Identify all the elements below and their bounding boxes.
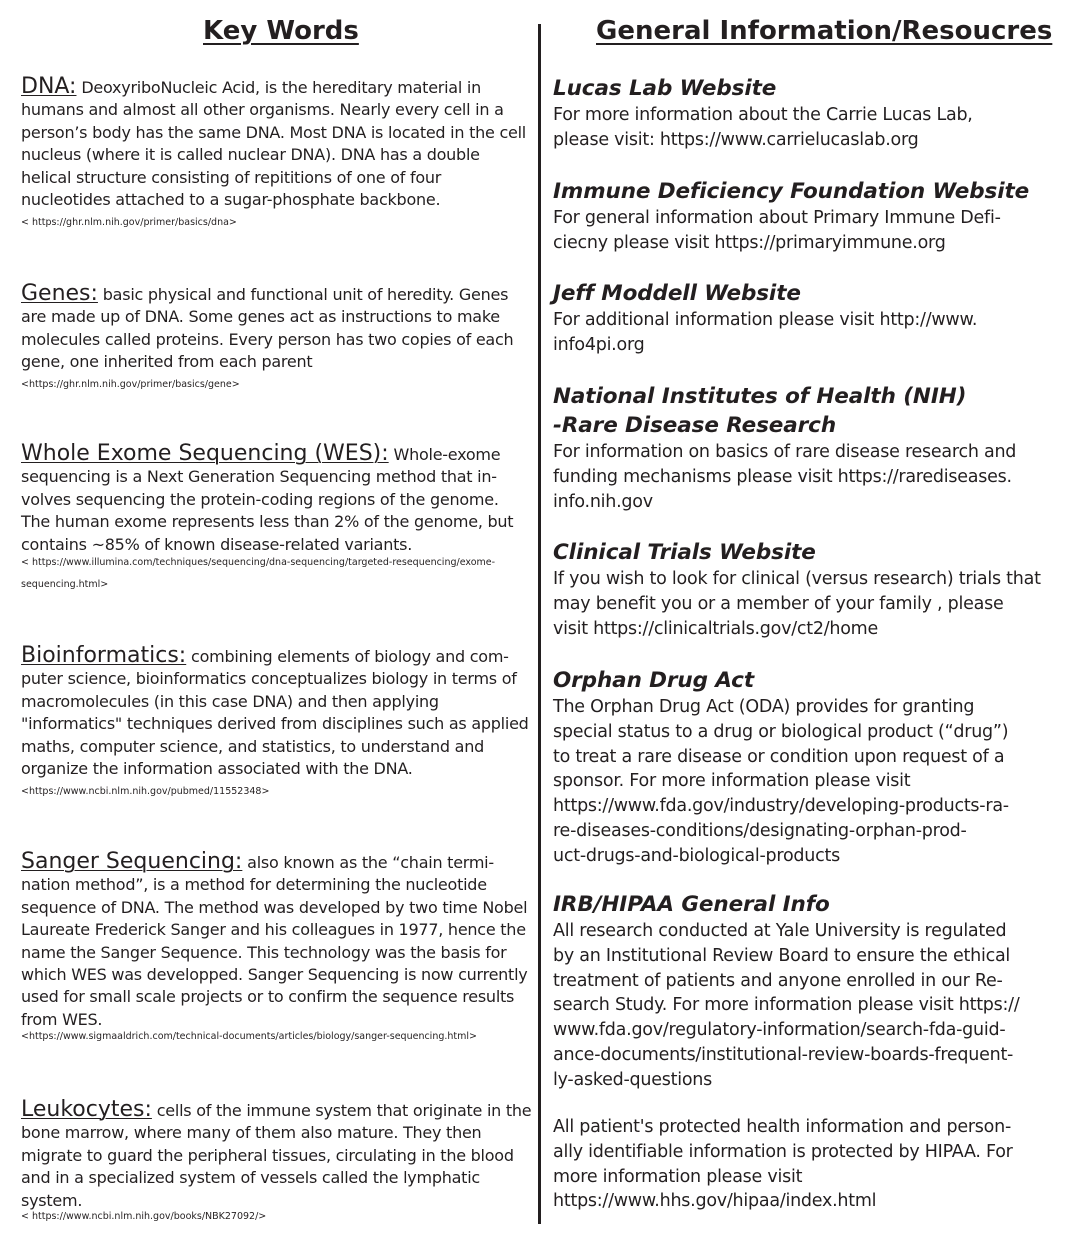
term-name: Sanger Sequencing:: [21, 849, 243, 874]
resource-immune-deficiency-foundation: [553, 177, 1058, 256]
term-name: Genes:: [21, 281, 98, 306]
resource-body: The Orphan Drug Act (ODA) provides for granting special status to a drug or biological product (“drug”) to treat a rare disease or condition upon request of a sponsor. For more information please visit https://www.fda.gov/industry/developing-products-ra- re-diseases-conditions/designating-orphan-prod- uct-drugs-and-biological-products: [553, 697, 1009, 866]
term-dna: [21, 76, 532, 211]
resource-body: For more information about the Carrie Lucas Lab, please visit: https://www.carrielucaslab.org: [553, 105, 973, 150]
term-sanger-sequencing: [21, 851, 532, 1031]
term-name: Leukocytes:: [21, 1097, 152, 1122]
term-name: Whole Exome Sequencing (WES):: [21, 441, 389, 466]
resource-body: All research conducted at Yale University is regulated by an Institutional Review Board to ensure the ethical treatment of patients and anyone enrolled in our Re- search Study. For more information please visit https:// www.fda.gov/regulatory-information/search-fda-guid- ance-documents/institutional-review-boards-frequent- ly-asked-questions: [553, 921, 1020, 1090]
resource-title: IRB/HIPAA General Info: [553, 892, 830, 917]
term-definition: cells of the immune system that originate in the bone marrow, where many of them also mature. They then migrate to guard the peripheral tissues, circulating in the blood and in a specialized system of vessels called the lymphatic system.: [21, 1101, 532, 1210]
resource-title: National Institutes of Health (NIH) -Rare Disease Research: [553, 384, 967, 438]
resource-body: For information on basics of rare disease research and funding mechanisms please visit https://rarediseases. info.nih.gov: [553, 442, 1017, 512]
term-definition: combining elements of biology and computer science, bioinformatics conceptualizes biology in terms of macromolecules (in this case DNA) and then applying "informatics" techniques derived from disciplines such as applied maths, computer science, and statistics, to understand and organize the information associated with the DNA.: [21, 647, 529, 779]
term-name: DNA:: [21, 74, 77, 99]
resources-heading: General Information/Resoucres: [596, 16, 1053, 46]
resource-hipaa-protection: [553, 1115, 1058, 1214]
term-source: < https://www.ncbi.nlm.nih.gov/books/NBK27092/>: [21, 1211, 267, 1222]
resource-title: Jeff Moddell Website: [553, 281, 801, 306]
resource-lucas-lab: [553, 74, 1058, 153]
resource-jeff-modell: [553, 279, 1058, 358]
term-definition: Whole-exome sequencing is a Next Generation Sequencing method that involves sequencing the protein-coding regions of the genome. The human exome represents less than 2% of the genome, but contains ~85% of known disease-related variants.: [21, 445, 514, 554]
resource-title: Clinical Trials Website: [553, 540, 816, 565]
key-words-heading: Key Words: [203, 16, 359, 46]
term-genes: [21, 283, 532, 374]
term-source: < https://www.illumina.com/techniques/sequencing/dna-sequencing/targeted-resequencing/exome-sequencing.html>: [21, 557, 496, 590]
resource-body: All patient's protected health information and person- ally identifiable information is protected by HIPAA. For more information please visit https://www.hhs.gov/hipaa/index.html: [553, 1117, 1013, 1212]
term-source: <https://www.sigmaaldrich.com/technical-documents/articles/biology/sanger-sequencing.html>: [21, 1031, 477, 1042]
term-wes: [21, 443, 532, 556]
term-definition: DeoxyriboNucleic Acid, is the hereditary material in humans and almost all other organisms. Nearly every cell in a person’s body has the same DNA. Most DNA is located in the cell nucleus (where it is called nuclear DNA). DNA has a double helical structure consisting of repititions of one of four nucleotides attached to a sugar-phosphate backbone.: [21, 78, 526, 210]
term-source: <https://ghr.nlm.nih.gov/primer/basics/gene>: [21, 379, 240, 390]
term-source: <https://www.ncbi.nlm.nih.gov/pubmed/11552348>: [21, 786, 270, 797]
resource-irb-hipaa: [553, 890, 1058, 1093]
resource-title: Immune Deficiency Foundation Website: [553, 179, 1030, 204]
term-definition: also known as the “chain termination method”, is a method for determining the nucleotide sequence of DNA. The method was developed by two time Nobel Laureate Frederick Sanger and his colleagues in 1977, hence the name the Sanger Sequence. This technology was the basis for which WES was developped. Sanger Sequencing is now currently used for small scale projects or to confirm the sequence results from WES.: [21, 853, 528, 1029]
resource-clinical-trials: [553, 538, 1058, 641]
term-bioinformatics: [21, 645, 532, 780]
resource-body: For general information about Primary Immune Defi- ciecny please visit https://primaryimmune.org: [553, 208, 1001, 253]
resource-title: Orphan Drug Act: [553, 668, 755, 693]
resource-title: Lucas Lab Website: [553, 76, 777, 101]
resource-body: For additional information please visit http://www. info4pi.org: [553, 310, 978, 355]
term-leukocytes: [21, 1099, 532, 1212]
resource-nih-rare-disease: [553, 382, 1058, 514]
resource-orphan-drug-act: [553, 666, 1058, 869]
resource-body: If you wish to look for clinical (versus research) trials that may benefit you or a member of your family , please visit https://clinicaltrials.gov/ct2/home: [553, 569, 1041, 639]
term-source: < https://ghr.nlm.nih.gov/primer/basics/dna>: [21, 217, 237, 228]
term-name: Bioinformatics:: [21, 643, 187, 668]
column-divider: [538, 24, 541, 1224]
term-definition: basic physical and functional unit of heredity. Genes are made up of DNA. Some genes act as instructions to make molecules called proteins. Every person has two copies of each gene, one inherited from each parent: [21, 285, 514, 372]
